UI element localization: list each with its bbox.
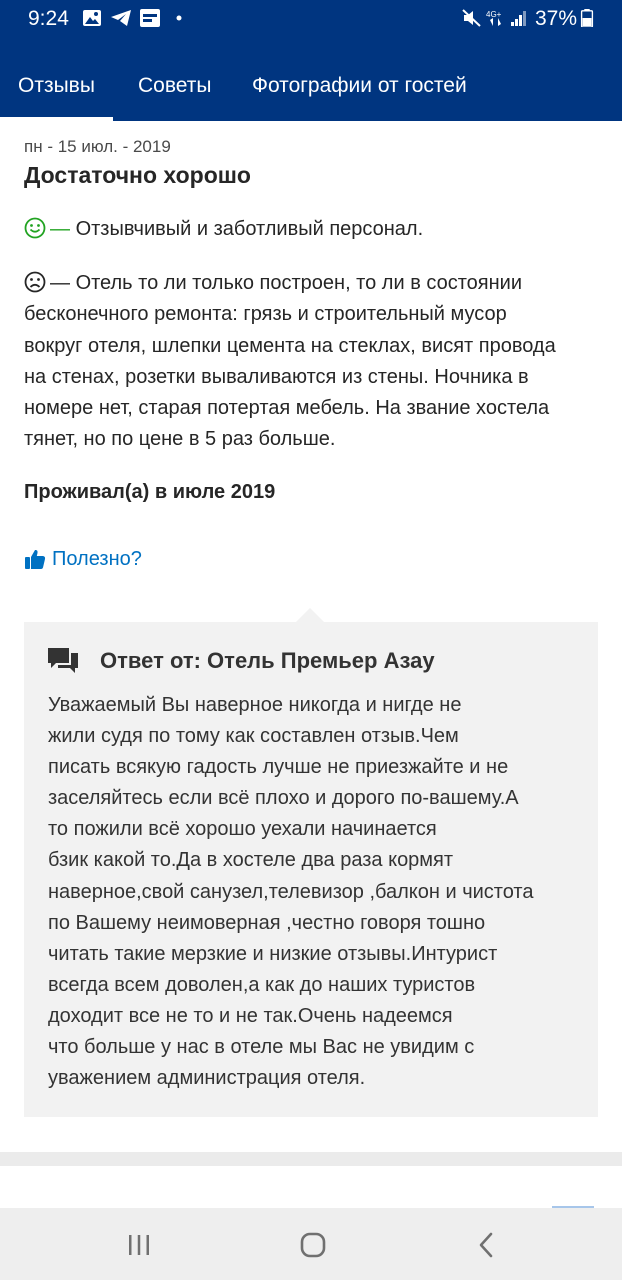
reply-line: бзик какой то.Да в хостеле два раза кормят [48,849,454,872]
reply-text [48,690,578,1094]
reply-line: писать всякую гадость лучше не приезжайте и не [48,756,509,779]
smiley-happy-icon [24,217,46,239]
smiley-sad-icon [24,271,46,293]
telegram-icon [110,9,132,27]
stay-info: Проживал(а) в июле 2019 [24,481,276,503]
reply-line: что больше у нас в отеле мы Вас не увидим с [48,1036,475,1059]
recent-apps-icon[interactable] [122,1228,156,1262]
mute-icon [462,9,482,27]
negative-dash: — [50,272,70,294]
helpful-button[interactable] [24,544,142,574]
negative-line: тянет, но по цене в 5 раз больше. [24,428,336,451]
reply-line: доходит все не то и не так.Очень надеемся [48,1004,453,1027]
dot-icon [175,9,183,27]
image-icon [82,9,102,27]
battery-percent: 37% [535,7,578,30]
thumbs-up-icon [24,548,46,570]
next-review-card [0,1166,622,1210]
reply-line: читать такие мерзкие и низкие отзывы.Интурист [48,942,498,965]
reply-line: заселяйтесь если всё плохо и дорого по-вашему.А [48,787,519,810]
positive-text: Отзывчивый и заботливый персонал. [75,218,424,240]
negative-line: бесконечного ремонта: грязь и строительный мусор [24,303,507,326]
back-icon[interactable] [470,1228,504,1262]
reply-line: то пожили всё хорошо уехали начинается [48,818,437,841]
negative-line: на стенах, розетки вываливаются из стены. Ночника в [24,365,529,388]
reply-line: всегда всем доволен,а как до наших туристов [48,973,476,996]
reply-header [48,648,435,674]
battery-icon [580,9,594,27]
network-4g-icon [486,9,506,27]
status-time: 9:24 [28,7,69,30]
tab-reviews[interactable]: Отзывы [18,37,95,121]
property-reply [24,622,598,1117]
review-title: Достаточно хорошо [24,162,251,188]
reply-line: Уважаемый Вы наверное никогда и нигде не [48,694,462,716]
chat-bubbles-icon [48,648,78,674]
reply-line: по Вашему неимоверная ,честно говоря тошно [48,911,486,934]
tab-guest-photos[interactable]: Фотографии от гостей [252,74,467,97]
review-date: пн - 15 июл. - 2019 [24,137,171,156]
signal-icon [510,9,528,27]
reply-line: жили судя по тому как составлен отзыв.Чем [48,725,459,748]
negative-line: номере нет, старая потертая мебель. На звание хостела [24,397,550,420]
reply-notch [296,608,324,622]
status-bar [0,0,622,37]
tab-bar [0,37,622,121]
reply-line: уважением администрация отеля. [48,1067,366,1090]
tab-tips[interactable]: Советы [138,74,212,97]
negative-line: Отель то ли только построен, то ли в состоянии [75,272,522,294]
section-separator [0,1152,622,1166]
svg-text:4G+: 4G+ [486,10,502,19]
reply-line: наверное,свой санузел,телевизор ,балкон и чистота [48,880,534,903]
positive-dash: — [50,218,70,240]
home-icon[interactable] [296,1228,330,1262]
reply-title: Ответ от: Отель Премьер Азау [100,648,435,673]
review-negative [24,268,604,456]
negative-line: вокруг отеля, шлепки цемента на стеклах, висят провода [24,334,556,357]
review-positive [24,214,604,245]
helpful-label: Полезно? [52,547,142,570]
system-nav-bar [0,1208,622,1280]
uber-icon [140,9,160,27]
